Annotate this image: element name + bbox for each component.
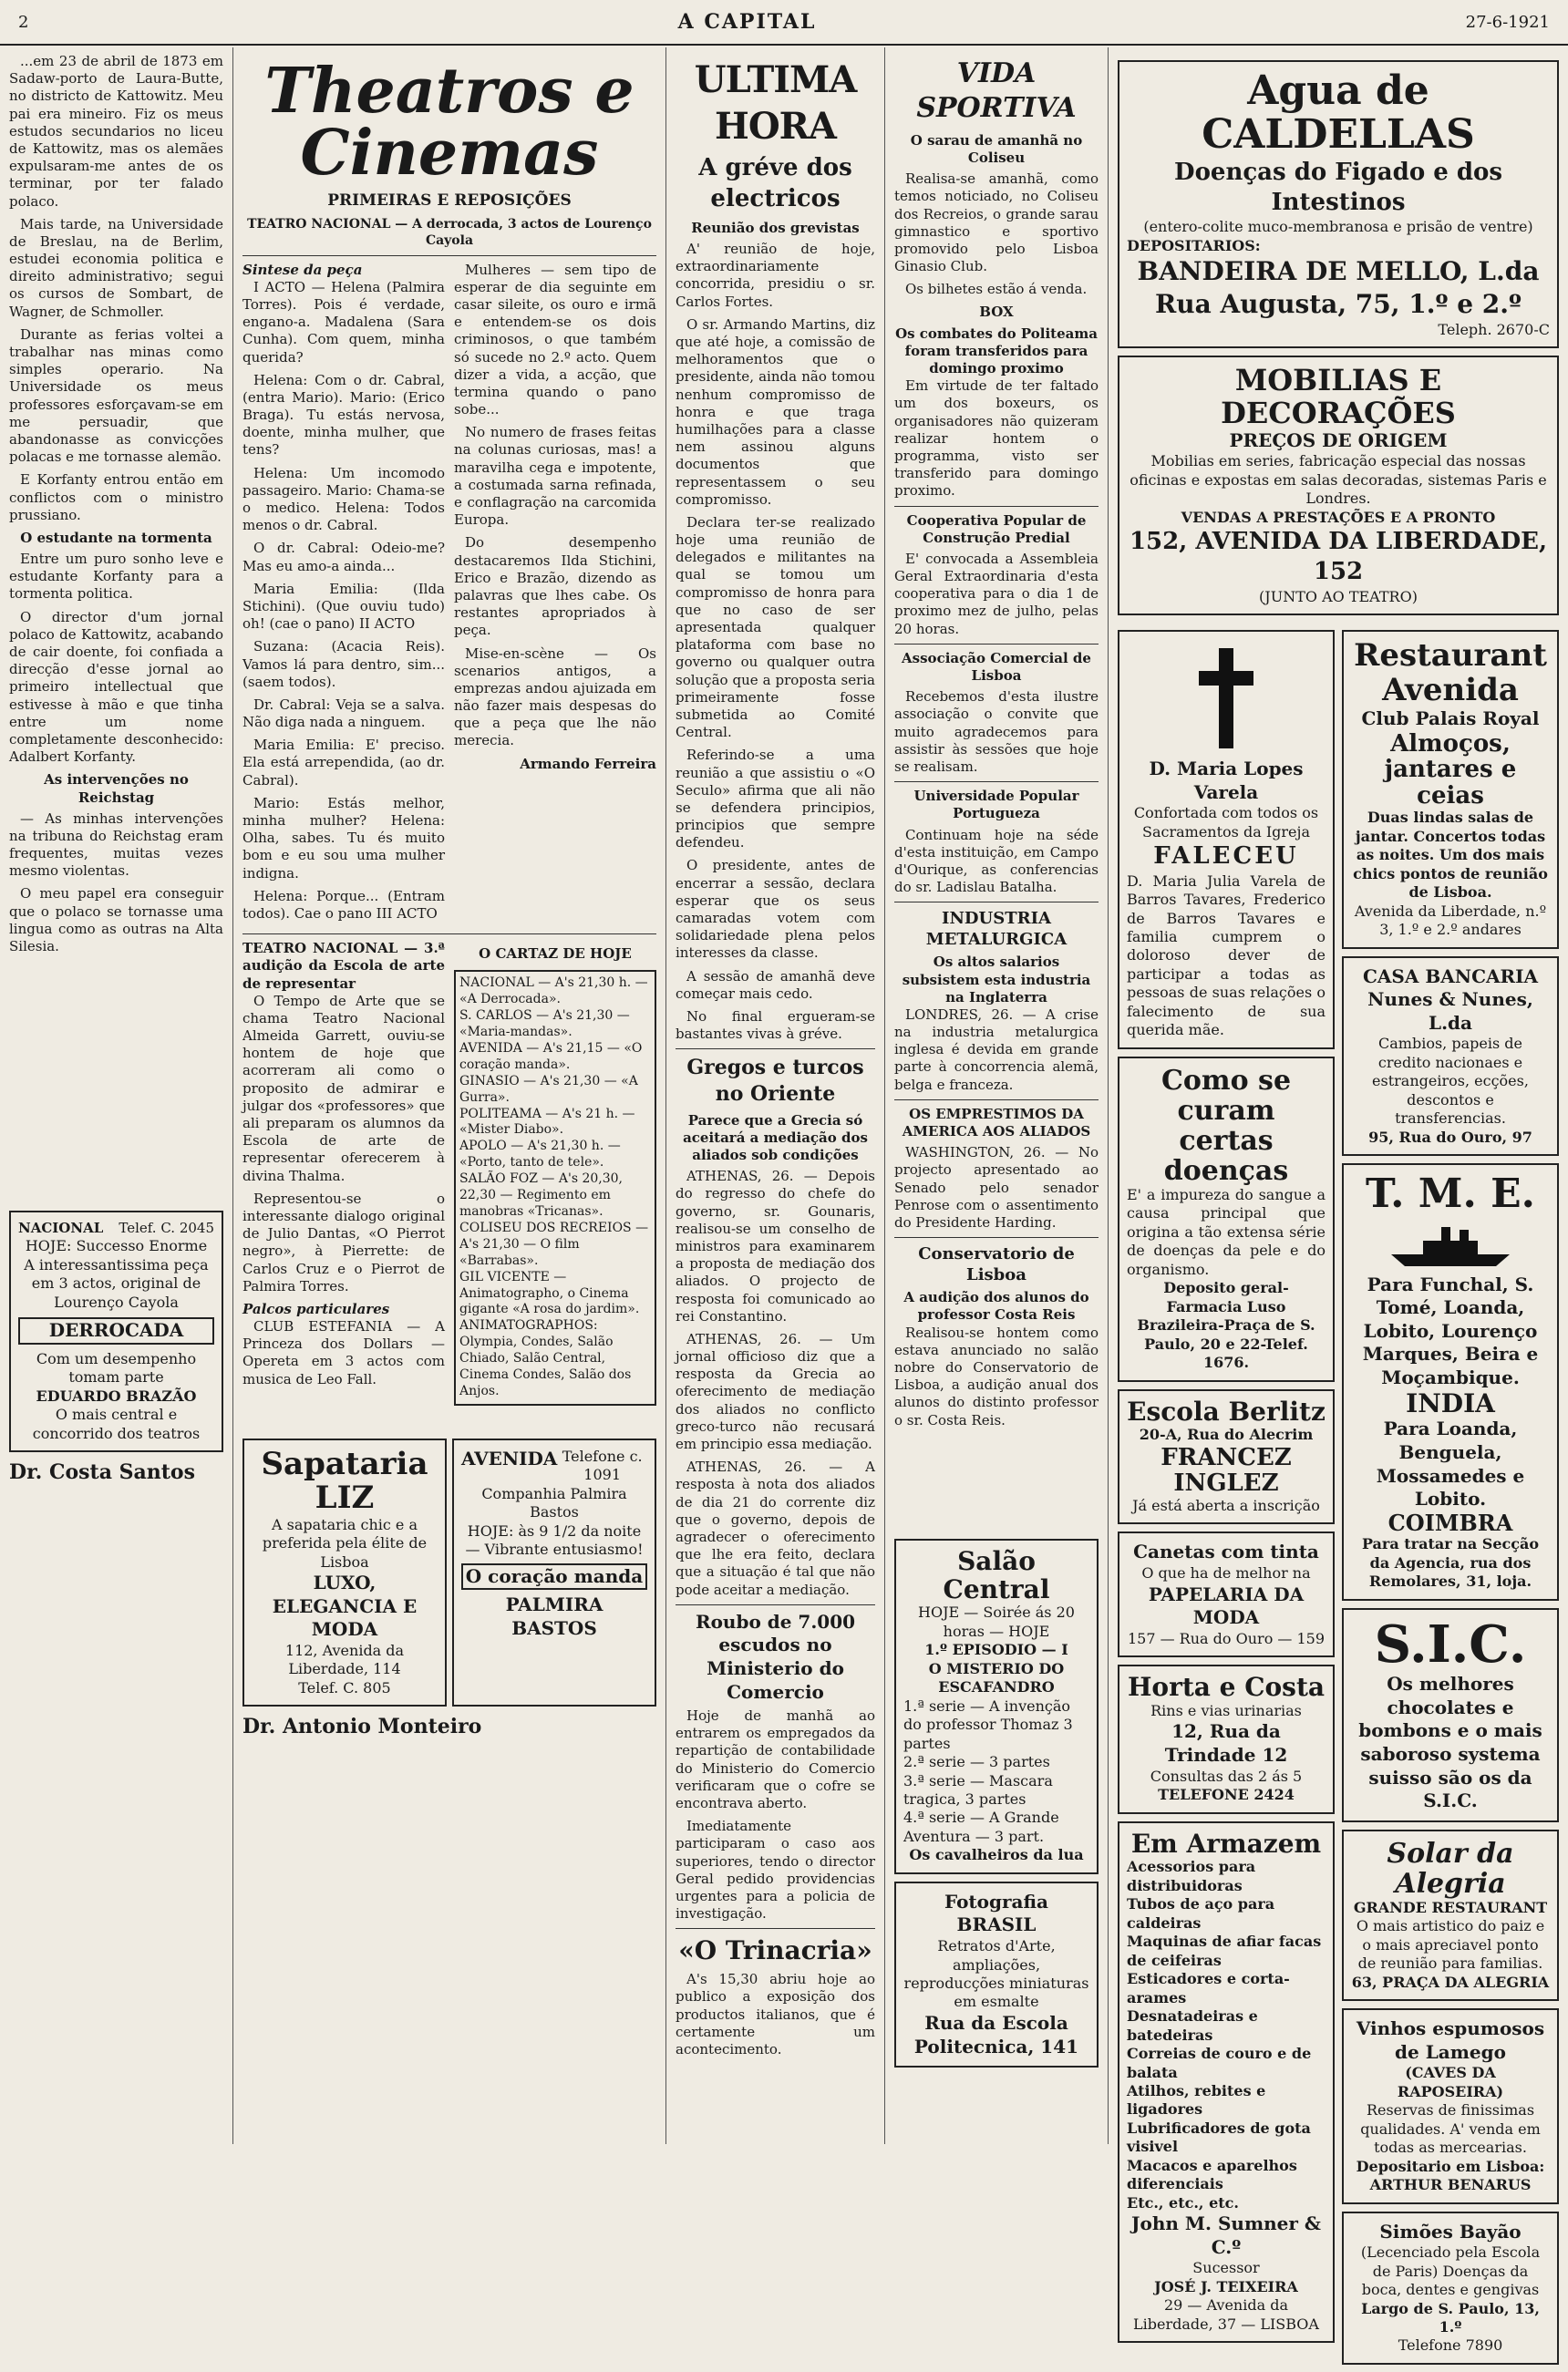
berlitz-ad	[1118, 1389, 1335, 1525]
cure-ad	[1118, 1057, 1335, 1382]
subheading: Palcos particulares	[242, 1300, 390, 1317]
ad-line: INDIA	[1406, 1387, 1495, 1418]
article-paragraph: — As minhas intervenções na tribuna do Reichstag eram frequentes, muitas vezes mesmo violentas.	[9, 810, 223, 880]
ad-phone: Telef. C. 2045	[119, 1220, 214, 1237]
article-paragraph: A sessão de amanhã deve começar mais cedo.	[676, 967, 875, 1002]
obituary-heading: FALECEU	[1153, 842, 1299, 871]
ad-title: Fotografia BRASIL	[944, 1890, 1048, 1936]
obituary	[1118, 630, 1335, 1049]
ad-list-item: 2.ª serie — 3 partes	[903, 1753, 1050, 1771]
article-headline: Conservatorio de Lisboa	[918, 1244, 1075, 1285]
ad-address: 29 — Avenida da Liberdade, 37 — LISBOA	[1133, 2296, 1319, 2333]
ad-title: Horta e Costa	[1127, 1672, 1326, 1703]
article-paragraph: O dr. Cabral: Odeio-me? Mas eu amo-a ainda...	[242, 540, 445, 574]
ad-address: 95, Rua do Ouro, 97	[1368, 1128, 1532, 1146]
article-subheadline: O sarau de amanhã no Coliseu	[910, 131, 1083, 166]
nacional-ad	[9, 1211, 223, 1452]
article-subheadline: Os combates do Politeama foram transferidos para domingo proximo	[895, 325, 1098, 377]
doctor-ad: Dr. Antonio Monteiro	[242, 1715, 482, 1739]
article-headline: OS EMPRESTIMOS DA AMERICA AOS ALIADOS	[902, 1105, 1091, 1140]
ad-list-item: Atilhos, rebites e ligadores	[1127, 2081, 1266, 2119]
article-paragraph: Realisa-se amanhã, como temos noticiado, no Coliseu dos Recreios, o grande sarau gimnastico e sportivo promovido pelo Lisboa Ginasio Club.	[894, 170, 1099, 275]
ad-line: (CAVES DA RAPOSEIRA)	[1397, 2064, 1504, 2100]
ad-line: LUXO, ELEGANCIA E MODA	[272, 1572, 418, 1641]
ad-phone: Telef. C. 805	[298, 1678, 391, 1696]
article-headline: Associação Comercial de Lisboa	[902, 649, 1091, 685]
theatre-heading: Theatros e Cinemas	[264, 55, 634, 190]
divider	[894, 1099, 1099, 1100]
ad-list-item: 3.ª serie — Mascara tragica, 3 partes	[903, 1771, 1053, 1808]
article-paragraph: Declara ter-se realizado hoje uma reunião de delegados e militantes na qual se tomou um compromisso de honra para que no caso de ser apresentada qualquer plataforma com base no governo ou qualquer outra solução que a proposta seria primeiramente fosse submetida ao Comité Central.	[676, 513, 875, 741]
article-paragraph: Os bilhetes estão á venda.	[905, 281, 1088, 298]
obituary-name: D. Maria Lopes Varela	[1149, 758, 1304, 803]
article-paragraph: E Korfanty entrou então em conflictos com o ministro prussiano.	[9, 471, 223, 523]
ad-phone: TELEFONE 2424	[1158, 1786, 1295, 1804]
ad-line: Companhia Palmira Bastos	[481, 1484, 627, 1521]
divider	[676, 1928, 875, 1929]
synopsis-title: Sintese da peça	[242, 261, 363, 278]
ad-title: Vinhos espumosos de Lamego	[1356, 2017, 1545, 2063]
ad-play-title: DERROCADA	[18, 1317, 214, 1345]
ad-address: Largo de S. Paulo, 13, 1.º	[1361, 2299, 1540, 2336]
ad-line: A sapataria chic e a preferida pela élite de Lisboa	[262, 1515, 428, 1571]
ad-star: PALMIRA BASTOS	[505, 1593, 603, 1639]
section-title: PRIMEIRAS E REPOSIÇÕES	[327, 191, 572, 210]
article-paragraph: Maria Emilia: E' preciso. Ela está arrependida, (ao dr. Cabral).	[242, 737, 445, 789]
ad-line: Reservas de finissimas qualidades. A' venda em todas as mercearias.	[1360, 2101, 1541, 2157]
ad-title: Sapataria LIZ	[261, 1445, 428, 1517]
divider	[242, 933, 656, 934]
ad-line: Mobilias em series, fabricação especial das nossas oficinas e expostas em salas decoradas, sistemas Paris e Londres.	[1130, 452, 1547, 508]
article-paragraph: E' convocada a Assembleia Geral Extraordinaria d'esta cooperativa para o dia 1 de proximo mez de julho, pelas 20 horas.	[894, 550, 1099, 637]
ad-list-item: Lubrificadores de gota visivel	[1127, 2119, 1311, 2156]
cartaz-entry: SALÃO FOZ — A's 20,30, 22,30 — Regimento em manobras «Tricanas».	[459, 1171, 623, 1219]
cartaz-entry: POLITEAMA — A's 21 h. — «Mister Diabo».	[459, 1106, 635, 1138]
article-headline: Universidade Popular Portugueza	[913, 788, 1079, 822]
ad-address: 152, AVENIDA DA LIBERDADE, 152	[1129, 528, 1548, 586]
ad-line: Depositario em Lisboa: ARTHUR BENARUS	[1356, 2157, 1545, 2194]
ad-phone: Teleph. 2670-C	[1438, 320, 1550, 338]
ad-line: Retratos d'Arte, ampliações, reproducções miniaturas em esmalte	[903, 1937, 1089, 2011]
ad-line: Sucessor	[1192, 2259, 1260, 2277]
ad-line: O que ha de melhor na	[1141, 1564, 1311, 1583]
page-columns	[0, 47, 1568, 2355]
ad-title: Escola Berlitz	[1127, 1396, 1326, 1427]
sport-heading: VIDA SPORTIVA	[916, 57, 1077, 125]
ad-list-item: 4.ª serie — A Grande Aventura — 3 part.	[903, 1809, 1059, 1845]
article-subheadline: BOX	[979, 304, 1014, 321]
ad-address: Avenida da Liberdade, n.º 3, 1.º e 2.º andares	[1354, 902, 1547, 939]
divider	[894, 644, 1099, 645]
article-paragraph: Dr. Cabral: Veja se a salva. Não diga nada a ninguem.	[242, 696, 445, 731]
ad-line: Confortada com todos os Sacramentos da Igreja	[1133, 804, 1319, 841]
ad-address: Rua da Escola Politecnica, 141	[913, 2011, 1079, 2057]
ad-list-item: Maquinas de afiar facas de ceifeiras	[1127, 1933, 1322, 1969]
ad-address: 112, Avenida da Liberdade, 114	[284, 1641, 405, 1678]
article-headline: «O Trinacria»	[678, 1935, 872, 1966]
ad-line: Duas lindas salas de jantar. Concertos todas as noites. Um dos mais chics pontos de reunião de Lisboa.	[1353, 809, 1548, 902]
article-paragraph: Helena: Um incomodo passageiro. Mario: Chama-se o medico. Helena: Todos menos o dr. Cabral.	[242, 464, 445, 534]
ad-address: 12, Rua da Trindade 12	[1164, 1720, 1288, 1767]
ad-address: 20-A, Rua do Alecrim	[1139, 1426, 1314, 1444]
ad-title: Canetas com tinta	[1133, 1541, 1319, 1563]
cartaz-entry: GINASIO — A's 21,30 — «A Gurra».	[459, 1073, 638, 1105]
ad-title: Salão Central	[943, 1545, 1050, 1604]
ad-line: Deposito geral-Farmacia Luso Brazileira-Praça de S. Paulo, 20 e 22-Telef. 1676.	[1137, 1279, 1315, 1372]
lamego-wine-ad	[1342, 2008, 1559, 2203]
ad-line: E' a impureza do sangue a causa principal que origina a tão extensa série de doenças da pele e do organismo.	[1127, 1185, 1326, 1278]
article-paragraph: Helena: Porque... (Entram todos). Cae o pano III ACTO	[242, 887, 445, 922]
mobilias-ad	[1118, 356, 1559, 615]
ad-line: Para Loanda, Benguela, Mossamedes e Lobito.	[1376, 1418, 1525, 1511]
ad-list-item: 1.ª serie — A invenção do professor Thomaz 3 partes	[903, 1696, 1073, 1752]
ad-line: Cambios, papeis de credito nacionaes e estrangeiros, ecções, descontos e transferencias.	[1372, 1035, 1529, 1128]
ad-line: COIMBRA	[1387, 1509, 1513, 1536]
ad-footer: O mais central e concorrido dos teatros	[32, 1406, 201, 1442]
cartaz-entry: AVENIDA — A's 21,15 — «O coração manda».	[459, 1040, 643, 1072]
ad-list-item: Correias de couro e de balata	[1127, 2045, 1312, 2081]
ad-line: PREÇOS DE ORIGEM	[1229, 428, 1448, 451]
ad-author: EDUARDO BRAZÃO	[36, 1387, 197, 1405]
ad-title: Em Armazem	[1130, 1828, 1322, 1859]
cartaz-title: O CARTAZ DE HOJE	[479, 945, 632, 963]
article-paragraph: ATHENAS, 26. — A resposta à nota dos aliados de dia 21 do corrente diz que o governo, depois de agradecer o oferecimento que lhe era feito, declara que a situação é tal que não pode aceitar a mediação.	[676, 1459, 875, 1598]
column-5-ads	[1108, 47, 1568, 2355]
ad-line: INGLEZ	[1173, 1470, 1279, 1498]
salao-central-ad	[894, 1539, 1099, 1874]
cartaz-entry: GIL VICENTE — Animatographo, o Cinema gigante «A rosa do jardim».	[459, 1269, 640, 1317]
divider	[894, 506, 1099, 507]
ad-line: JOSÉ J. TEIXEIRA	[1154, 2277, 1298, 2295]
ad-line: John M. Sumner & C.º	[1131, 2212, 1321, 2258]
section-heading: As intervenções no Reichstag	[44, 771, 189, 806]
divider	[676, 1604, 875, 1605]
article-paragraph: No final ergueram-se bastantes vivas à gréve.	[676, 1007, 875, 1043]
ad-line: (entero-colite muco-membranosa e prisão de ventre)	[1143, 218, 1533, 236]
article-headline: Roubo de 7.000 escudos no Ministerio do Comercio	[695, 1610, 856, 1703]
ad-line: PAPELARIA DA MODA	[1148, 1583, 1305, 1629]
section-heading: O estudante na tormenta	[20, 529, 212, 546]
divider	[242, 255, 656, 256]
sapataria-liz-ad	[242, 1439, 447, 1707]
ad-line: D. Maria Julia Varela de Barros Tavares, Frederico de Barros Tavares e familia cumprem o doloroso dever de participar a todas as pessoas de suas relações o falecimento de sua querida mãe.	[1127, 871, 1326, 1039]
pens-ad	[1118, 1531, 1335, 1657]
article-paragraph: Mario: Estás melhor, minha mulher? Helena: Olha, sabes. Tu és muito bom e eu sou uma mulher indigna.	[242, 794, 445, 882]
ad-line: Consultas das 2 ás 5	[1150, 1767, 1303, 1785]
cartaz-entry: NACIONAL — A's 21,30 h. — «A Derrocada».	[459, 975, 648, 1007]
ad-list-item: Macacos e aparelhos diferenciais	[1127, 2156, 1297, 2193]
ad-title: S.I.C.	[1374, 1614, 1527, 1675]
page-number: 2	[18, 12, 29, 32]
ad-list-item: Esticadores e corta-arames	[1127, 1970, 1290, 2006]
cartaz-entry: APOLO — A's 21,30 h. — «Porto, tanto de tele».	[459, 1139, 621, 1171]
ad-play-title: O coração manda	[461, 1563, 647, 1591]
article-headline: Cooperativa Popular de Construção Predial	[906, 511, 1087, 546]
ultima-hora-heading: ULTIMA HORA	[694, 58, 857, 149]
article-paragraph: Maria Emilia: (Ilda Stichini). (Que ouviu tudo) oh! (cae o pano) II ACTO	[242, 580, 445, 633]
divider	[894, 781, 1099, 782]
solar-alegria-ad	[1342, 1830, 1559, 2001]
column-3	[665, 47, 884, 2144]
article-paragraph: ...em 23 de abril de 1873 em Sadaw-porto de Laura-Butte, no districto de Kattowitz. Meu pai era mineiro. Fiz os meus estudos secundarios no liceu de Kattowitz, mas os alemães expulsaram-me antes de os terminar, por ter falado polaco.	[9, 53, 223, 210]
article-paragraph: Suzana: (Acacia Reis). Vamos lá para dentro, sim... (saem todos).	[242, 638, 445, 690]
doctor-ad: Dr. Costa Santos	[9, 1460, 195, 1485]
ad-phone: Telefone c. 1091	[562, 1447, 643, 1484]
article-paragraph: Mais tarde, na Universidade de Breslau, na de Berlim, estudei economia politica e direito administrativo; segui os cursos de Sombart, de Wagner, de Schmoller.	[9, 215, 223, 320]
ad-line: FRANCEZ	[1161, 1443, 1292, 1471]
article-paragraph: O director d'um jornal polaco de Kattowitz, acabando de cair doente, foi confiada a direcção d'esse jornal ao primeiro intellectual que estivesse à mão e que tinha entre um nome completamente desconhecido: Adalbert Korfanty.	[9, 608, 223, 766]
caldellas-ad	[1118, 60, 1559, 348]
ad-line: Nunes & Nunes, L.da	[1367, 988, 1533, 1034]
ad-line: Almoços, jantares e ceias	[1384, 729, 1517, 810]
column-1	[0, 47, 232, 2144]
article-paragraph: Do desempenho destacaremos Ilda Stichini, Erico e Brazão, dizendo as palavras que lhes cabe. Os restantes apropriados à peça.	[454, 534, 656, 639]
ad-line: Rins e vias urinarias	[1150, 1701, 1302, 1719]
article-headline: INDUSTRIA METALURGICA	[925, 909, 1068, 950]
ad-line: BANDEIRA DE MELLO, L.da	[1137, 256, 1540, 287]
ad-line: VENDAS A PRESTAÇÕES E A PRONTO	[1181, 508, 1496, 526]
ad-title: AVENIDA	[461, 1447, 558, 1470]
ad-title: Simões Bayão	[1379, 2220, 1522, 2243]
newspaper-title: A CAPITAL	[677, 10, 817, 34]
article-headline: A gréve dos electricos	[698, 154, 852, 212]
article-paragraph: O sr. Armando Martins, diz que até hoje, a comissão de melhoramentos que o presidente, ainda não tomou nenhum compromisso de honra e que traga humilhações para a classe nem assinou alguns documentos que representassem o seu compromisso.	[676, 315, 875, 508]
ad-title: T. M. E.	[1366, 1171, 1535, 1218]
horta-costa-ad	[1118, 1665, 1335, 1813]
article-paragraph: I ACTO — Helena (Palmira Torres). Pois é verdade, engano-a. Madalena (Sara Cunha). Com quem, minha querida?	[242, 278, 445, 366]
ad-line: 1.º EPISODIO — I	[924, 1641, 1068, 1659]
ad-address: 157 — Rua do Ouro — 159	[1127, 1629, 1326, 1647]
column-4	[884, 47, 1108, 2144]
ad-title: MOBILIAS E DECORAÇÕES	[1221, 363, 1456, 430]
divider	[894, 1237, 1099, 1238]
divider	[676, 1048, 875, 1049]
ad-line: HOJE: às 9 1/2 da noite — Vibrante entusiasmo!	[465, 1521, 644, 1559]
ad-line: Já está aberta a inscrição	[1132, 1496, 1320, 1514]
article-subheadline: Os altos salarios subsistem esta industria na Inglaterra	[902, 954, 1091, 1006]
review-subtitle: TEATRO NACIONAL — A derrocada, 3 actos de Lourenço Cayola	[247, 216, 652, 248]
cross-icon	[1199, 648, 1253, 748]
cartaz-entry: S. CARLOS — A's 21,30 — «Maria-mandas».	[459, 1008, 630, 1040]
ad-line: Club Palais Royal	[1361, 707, 1540, 729]
article-paragraph: Entre um puro sonho leve e estudante Korfanty para a tormenta politica.	[9, 551, 223, 603]
ad-list-item: Desnatadeiras e batedeiras	[1127, 2007, 1258, 2044]
ad-title: Agua de CALDELLAS	[1202, 67, 1475, 159]
article-paragraph: Mulheres — sem tipo de esperar de dia seguinte em casar sileite, os ouro e irmã e entendem-se os dois criminosos, o que também só sucede no 2.º acto. Quem dizer a vida, a acção, que termina quando o pano sobe...	[454, 261, 656, 418]
article-subheadline: A audição dos alunos do professor Costa Reis	[903, 1289, 1089, 1324]
ad-title: Solar da Alegria	[1387, 1837, 1514, 1900]
review-subtitle: TEATRO NACIONAL — 3.ª audição da Escola de arte de representar	[242, 940, 445, 992]
ad-list-item: Etc., etc., etc.	[1127, 2193, 1239, 2212]
signature: Armando Ferreira	[520, 755, 656, 772]
article-paragraph: Referindo-se a uma reunião a que assistiu o «O Seculo» afirma que ali não se defendera principios, principios que sempre defendeu.	[676, 747, 875, 851]
article-subheadline: Reunião dos grevistas	[691, 219, 860, 236]
ad-list-item: Acessorios para distribuidoras	[1127, 1858, 1256, 1894]
article-paragraph: O presidente, antes de encerrar a sessão, declara esperar que os seus camaradas votem com solidariedade plena pelos interesses da classe.	[676, 857, 875, 962]
sic-ad	[1342, 1608, 1559, 1822]
ad-line: A interessantissima peça em 3 actos, original de Lourenço Cayola	[24, 1255, 209, 1311]
article-paragraph: Recebemos d'esta ilustre associação o convite que muito agradecemos para assistir às sessões que hoje se realisam.	[894, 688, 1099, 775]
article-paragraph: WASHINGTON, 26. — No projecto apresentado ao Senado pelo senador Penrose com o assentimento do Presidente Harding.	[894, 1144, 1099, 1231]
article-paragraph: Imediatamente participaram o caso aos superiores, tendo o director Geral pedido providencias urgentes para a policia de investigação.	[676, 1818, 875, 1923]
casa-bancaria-ad	[1342, 956, 1559, 1157]
ad-title: CASA BANCARIA	[1363, 964, 1538, 987]
article-paragraph: Continuam hoje na séde d'esta instituição, em Campo d'Ourique, as conferencias do sr. Ladislau Batalha.	[894, 826, 1099, 896]
ship-icon	[1387, 1222, 1514, 1268]
masthead	[0, 0, 1568, 46]
ad-address: Rua Augusta, 75, 1.º e 2.º	[1154, 289, 1522, 320]
article-paragraph: Representou-se o interessante dialogo original de Julio Dantas, «O Pierrot negro», à Pierrette: de Carlos Cruz e o Pierrot de Palmira Torres.	[242, 1190, 445, 1294]
column-2	[232, 47, 665, 2144]
article-paragraph: O meu papel era conseguir que o polaco se tornasse uma lingua como as outras na Alta Silesia.	[9, 885, 223, 954]
ad-title: Como se curam certas doenças	[1161, 1064, 1292, 1187]
ad-line: Para tratar na Secção da Agencia, rua dos Remolares, 31, loja.	[1361, 1535, 1540, 1591]
ad-line: Para Funchal, S. Tomé, Loanda, Lobito, Lourenço Marques, Beira e Moçambique.	[1362, 1273, 1539, 1389]
article-paragraph: Durante as ferias voltei a trabalhar nas minas como simples operario. Na Universidade os meus professores esforçavam-se em me persuadir, que abandonasse as convicções polacas e me tornasse alemão.	[9, 325, 223, 466]
article-paragraph: Hoje de manhã ao entrarem os empregados da repartição de contabilidade do Ministerio do Comercio verificaram que o cofre se encontrava aberto.	[676, 1707, 875, 1812]
armazem-ad	[1118, 1821, 1335, 2344]
issue-date: 27-6-1921	[1465, 12, 1550, 32]
article-subheadline: Parece que a Grecia só aceitará a mediação dos aliados sob condições	[683, 1111, 868, 1164]
article-paragraph: O Tempo de Arte que se chama Teatro Nacional Almeida Garrett, ouviu-se hontem de hoje que acorreram ali como o proposito de admirar e julgar dos «professores» que ali preparam os alumnos da Escola de arte de representar oferecerem à divina Thalma.	[242, 992, 445, 1184]
article-paragraph: Helena: Com o dr. Cabral, (entra Mario). Mario: (Erico Braga). Tu estás nervosa, doente, minha mulher, que tens?	[242, 371, 445, 459]
article-paragraph: ATHENAS, 26. — Depois do regresso do chefe do governo, sr. Gounaris, realisou-se um conselho de ministros para examinarem a proposta de mediação dos aliados. O projecto de resposta foi comunicado ao rei Constantino.	[676, 1168, 875, 1325]
ad-phone: Telefone 7890	[1398, 2336, 1503, 2355]
fotografia-brasil-ad	[894, 1882, 1099, 2068]
ad-address: 63, PRAÇA DA ALEGRIA	[1351, 1973, 1550, 1991]
simoes-bayao-ad	[1342, 2212, 1559, 2365]
ad-line: Doenças do Figado e dos Intestinos	[1174, 158, 1502, 217]
ad-line: Os melhores chocolates e bombons e o mais saboroso systema suisso são os da S.I.C.	[1358, 1673, 1542, 1812]
article-paragraph: LONDRES, 26. — A crise na industria metalurgica inglesa é devida em grande parte à concorrencia alemã, belga e franceza.	[894, 1006, 1099, 1093]
ad-film: O MISTERIO DO ESCAFANDRO	[928, 1659, 1065, 1696]
ad-line: GRANDE RESTAURANT	[1353, 1898, 1548, 1916]
restaurant-avenida-ad	[1342, 630, 1559, 948]
cartaz-entry: ANIMATOGRAPHOS: Olympia, Condes, Salão Chiado, Salão Central, Cinema Condes, Salão dos Anjos.	[459, 1318, 632, 1398]
ad-line: Com um desempenho tomam parte	[36, 1349, 197, 1387]
ad-line: HOJE: Successo Enorme	[25, 1237, 208, 1255]
tme-ad	[1342, 1163, 1559, 1600]
ad-line: O mais artistico do paiz e o mais apreciavel ponto de reunião para familias.	[1356, 1917, 1545, 1973]
ad-title: Restaurant Avenida	[1354, 637, 1547, 708]
ad-footer: Os cavalheiros da lua	[909, 1846, 1084, 1864]
ad-list-item: Tubos de aço para caldeiras	[1127, 1895, 1275, 1932]
article-paragraph: ATHENAS, 26. — Um jornal officioso diz que a resposta da Grecia ao oferecimento de mediação dos aliados no conflicto greco-turco não recusará em principio essa mediação.	[676, 1330, 875, 1453]
article-paragraph: Realisou-se hontem como estava anunciado no salão nobre do Conservatorio de Lisboa, a audição anual dos alunos do distinto professor o sr. Costa Reis.	[894, 1324, 1099, 1428]
article-paragraph: Em virtude de ter faltado um dos boxeurs, os organisadores não quizeram realizar hontem o programma, visto ser transferido para domingo proximo.	[894, 377, 1099, 500]
article-headline: Gregos e turcos no Oriente	[686, 1056, 864, 1106]
cartaz-entry: COLISEU DOS RECREIOS — A's 21,30 — O film «Barrabas».	[459, 1220, 649, 1268]
article-paragraph: A' reunião de hoje, extraordinariamente concorrida, presidiu o sr. Carlos Fortes.	[676, 241, 875, 310]
ad-title: NACIONAL	[18, 1220, 104, 1237]
article-paragraph: CLUB ESTEFANIA — A Princeza dos Dollars — Opereta em 3 actos com musica de Leo Fall.	[242, 1318, 445, 1387]
article-paragraph: Mise-en-scène — Os scenarios antigos, a emprezas andou ajuizada em não fazer mais despesas do que a peça que lhe não merecia.	[454, 645, 656, 749]
article-paragraph: No numero de frases feitas na colunas curiosas, mas! a maravilha cega e impotente, a costumada sarna refinada, e conflagração na carcomida Europa.	[454, 424, 656, 529]
article-paragraph: A's 15,30 abriu hoje ao publico a exposição dos productos italianos, que é certamente um acontecimento.	[676, 1971, 875, 2057]
ad-line: HOJE — Soirée ás 20 horas — HOJE	[918, 1604, 1075, 1640]
ad-line: (JUNTO AO TEATRO)	[1259, 587, 1418, 605]
ad-line: (Lecenciado pela Escola de Paris) Doenças da boca, dentes e gengivas	[1360, 2243, 1541, 2299]
avenida-ad	[452, 1439, 656, 1707]
ad-line: DEPOSITARIOS:	[1127, 236, 1261, 254]
